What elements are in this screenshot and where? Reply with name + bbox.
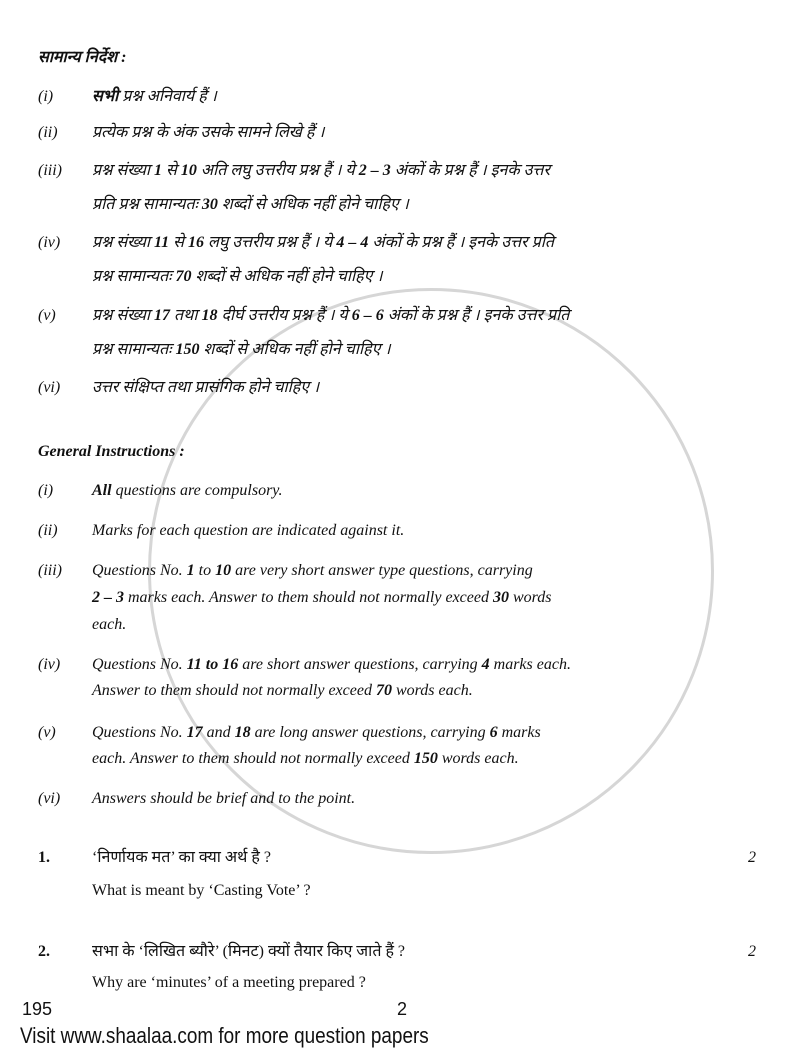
- instruction-line: [92, 789, 355, 809]
- instruction-line: [92, 655, 571, 675]
- instruction-label: (iii): [38, 162, 62, 179]
- text: शब्दों से अधिक नहीं होने चाहिए ।: [199, 341, 391, 358]
- bold-text: 6 – 6: [351, 307, 384, 324]
- bold-text: 1: [186, 562, 195, 579]
- instruction-line: [92, 306, 569, 326]
- instruction-line: [92, 481, 283, 501]
- bold-text: 2 – 3: [358, 162, 391, 179]
- text: अंकों के प्रश्न हैं । इनके उत्तर प्रति: [368, 234, 555, 251]
- bold-text: All: [92, 482, 112, 499]
- text: Questions No.: [92, 656, 187, 673]
- bold-text: 150: [413, 750, 438, 767]
- instruction-line: [92, 378, 319, 398]
- text: and: [202, 724, 235, 741]
- paper-code: 195: [22, 999, 53, 1019]
- text: to: [194, 562, 216, 579]
- instruction-line: [92, 161, 550, 181]
- text: Marks for each question are indicated against it.: [92, 522, 405, 539]
- question-marks: 2: [748, 943, 756, 960]
- bold-text: 30: [492, 589, 509, 606]
- bold-text: 70: [375, 682, 392, 699]
- text: are long answer questions, carrying: [250, 724, 490, 741]
- bold-text: 2 – 3: [92, 589, 124, 606]
- text: उत्तर संक्षिप्त तथा प्रासंगिक होने चाहिए ।: [92, 379, 320, 396]
- text: words: [508, 589, 552, 606]
- instruction-line: [92, 521, 404, 541]
- text: each. Answer to them should not normally exceed: [92, 750, 414, 767]
- instruction-line: [92, 588, 552, 608]
- text: Questions No.: [92, 562, 187, 579]
- instruction-line: [92, 723, 541, 743]
- text: प्रश्न संख्या: [92, 234, 155, 251]
- text: each.: [92, 616, 127, 633]
- instruction-label: (i): [38, 88, 54, 105]
- text: words each.: [437, 750, 519, 767]
- text: Answers should be brief and to the point.: [92, 790, 356, 807]
- text: प्रति प्रश्न सामान्यतः: [92, 196, 202, 213]
- question-text-english: What is meant by ‘Casting Vote’ ?: [92, 882, 311, 899]
- instruction-line: [92, 267, 383, 287]
- bold-text: 150: [175, 341, 200, 358]
- footer-visit-link[interactable]: Visit www.shaalaa.com for more question papers: [20, 1023, 429, 1048]
- bold-text: 1: [154, 162, 163, 179]
- bold-text: 10: [215, 562, 232, 579]
- text: अति लघु उत्तरीय प्रश्न हैं । ये: [196, 162, 359, 179]
- text: से: [162, 162, 181, 179]
- text: अंकों के प्रश्न हैं । इनके उत्तर प्रति: [383, 307, 570, 324]
- instruction-line: [92, 340, 391, 360]
- instruction-label: (v): [38, 724, 56, 741]
- instruction-label: (iv): [38, 234, 61, 251]
- instruction-line: [92, 749, 519, 769]
- text: प्रश्न सामान्यतः: [92, 268, 176, 285]
- bold-text: 17: [154, 307, 171, 324]
- text: are short answer questions, carrying: [238, 656, 482, 673]
- instruction-label: (iii): [38, 562, 62, 579]
- question-number: 2.: [38, 943, 50, 960]
- text: questions are compulsory.: [111, 482, 283, 499]
- text: Answer to them should not normally exceed: [92, 682, 376, 699]
- text: words each.: [391, 682, 473, 699]
- text: लघु उत्तरीय प्रश्न हैं । ये: [203, 234, 337, 251]
- bold-text: 18: [201, 307, 218, 324]
- page-number: 2: [397, 999, 408, 1019]
- text: marks each.: [489, 656, 571, 673]
- instruction-line: [92, 615, 126, 635]
- text: प्रश्न संख्या: [92, 162, 155, 179]
- hindi-instructions-heading: सामान्य निर्देश :: [38, 49, 127, 66]
- bold-text: 18: [234, 724, 251, 741]
- text: are very short answer type questions, carrying: [231, 562, 533, 579]
- english-instructions-heading: General Instructions :: [38, 443, 185, 460]
- bold-text: सभी: [92, 88, 119, 105]
- bold-text: 10: [180, 162, 197, 179]
- text: प्रश्न संख्या: [92, 307, 155, 324]
- instruction-label: (iv): [38, 656, 61, 673]
- instruction-label: (ii): [38, 522, 58, 539]
- instruction-label: (ii): [38, 124, 58, 141]
- instruction-label: (i): [38, 482, 54, 499]
- text: से: [169, 234, 188, 251]
- text: दीर्घ उत्तरीय प्रश्न हैं । ये: [217, 307, 352, 324]
- instruction-line: [92, 233, 554, 253]
- question-text-hindi: सभा के ‘लिखित ब्यौरे’ (मिनट) क्यों तैयार किए जाते हैं ?: [92, 943, 406, 960]
- text: प्रत्येक प्रश्न के अंक उसके सामने लिखे हैं ।: [92, 124, 325, 141]
- bold-text: 16: [187, 234, 204, 251]
- bold-text: 70: [175, 268, 192, 285]
- instruction-line: [92, 561, 533, 581]
- text: प्रश्न सामान्यतः: [92, 341, 176, 358]
- instruction-label: (vi): [38, 790, 61, 807]
- text: Questions No.: [92, 724, 187, 741]
- question-text-english: Why are ‘minutes’ of a meeting prepared ?: [92, 974, 366, 991]
- instruction-line: [92, 123, 324, 143]
- bold-text: 11: [154, 234, 170, 251]
- bold-text: 4: [481, 656, 490, 673]
- bold-text: 6: [489, 724, 498, 741]
- instruction-line: [92, 195, 409, 215]
- text: अंकों के प्रश्न हैं । इनके उत्तर: [390, 162, 551, 179]
- text: marks each. Answer to them should not normally exceed: [124, 589, 493, 606]
- question-text-hindi: ‘निर्णायक मत’ का क्या अर्थ है ?: [92, 849, 271, 866]
- instruction-label: (vi): [38, 379, 61, 396]
- text: marks: [497, 724, 541, 741]
- bold-text: 17: [186, 724, 203, 741]
- bold-text: 4 – 4: [336, 234, 369, 251]
- instruction-label: (v): [38, 307, 56, 324]
- question-number: 1.: [38, 849, 50, 866]
- question-marks: 2: [748, 849, 756, 866]
- text: तथा: [170, 307, 202, 324]
- instruction-line: [92, 87, 217, 107]
- instruction-line: [92, 681, 473, 701]
- bold-text: 11 to 16: [186, 656, 239, 673]
- text: शब्दों से अधिक नहीं होने चाहिए ।: [217, 196, 409, 213]
- bold-text: 30: [201, 196, 218, 213]
- text: प्रश्न अनिवार्य हैं ।: [118, 88, 217, 105]
- text: शब्दों से अधिक नहीं होने चाहिए ।: [191, 268, 383, 285]
